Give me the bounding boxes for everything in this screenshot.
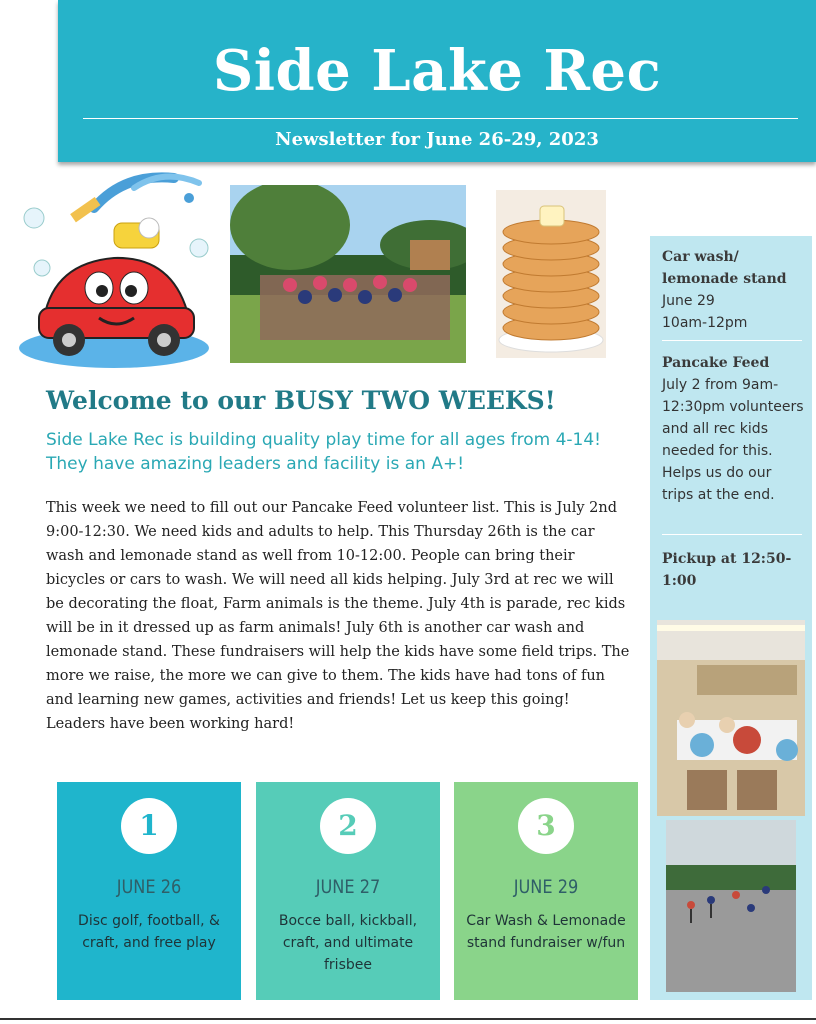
car-wash-cartoon-image bbox=[14, 168, 214, 378]
day-description: Disc golf, football, & craft, and free play bbox=[78, 913, 220, 951]
pickup-text: Pickup at 12:50-1:00 bbox=[662, 551, 792, 589]
classroom-photo-image bbox=[657, 620, 805, 816]
sidebar-divider bbox=[662, 534, 802, 535]
day-date: JUNE 29 bbox=[513, 876, 579, 898]
day-number-badge: 1 bbox=[121, 798, 177, 854]
carwash-event bbox=[662, 246, 807, 334]
sidebar-divider bbox=[662, 340, 802, 341]
newsletter-title: Side Lake Rec bbox=[212, 38, 662, 104]
pickup-info bbox=[662, 548, 807, 592]
header-divider bbox=[83, 118, 798, 119]
group-photo-image bbox=[230, 185, 466, 363]
newsletter-subtitle: Newsletter for June 26-29, 2023 bbox=[275, 129, 599, 150]
newsletter-header bbox=[58, 0, 816, 162]
bottom-divider bbox=[0, 1018, 816, 1020]
carwash-date: June 29 bbox=[662, 293, 715, 309]
day-number-badge: 2 bbox=[320, 798, 376, 854]
pancake-event bbox=[662, 352, 807, 506]
pancake-text: July 2 from 9am-12:30pm volunteers and all rec kids needed for this. Helps us do our trips at the end. bbox=[662, 377, 804, 503]
carwash-time: 10am-12pm bbox=[662, 315, 748, 331]
day-date: JUNE 27 bbox=[315, 876, 381, 898]
carwash-title: Car wash/ lemonade stand bbox=[662, 249, 787, 287]
intro-paragraph: Side Lake Rec is building quality play time for all ages from 4-14! They have amazing leaders and facility is an A+! bbox=[46, 430, 601, 474]
day-card-3 bbox=[454, 782, 638, 1000]
day-description: Car Wash & Lemonade stand fundraiser w/fun bbox=[466, 913, 626, 951]
day-date: JUNE 26 bbox=[116, 876, 182, 898]
body-paragraph: This week we need to fill out our Pancake Feed volunteer list. This is July 2nd 9:00-12:30. We need kids and adults to help. This Thursday 26th is the car wash and lemonade stand as well from 10-12:00. People can bring their bicycles or cars to wash. We will need all kids helping. July 3rd at rec we will be decorating the float, Farm animals is the theme. July 4th is parade, rec kids will be in it dressed up as farm animals! July 6th is another car wash and lemonade stand. These fundraisers will help the kids have some field trips. The more we raise, the more we can give to them. The kids have had tons of fun and learning new games, activities and friends! Let us keep this going! Leaders have been working hard! bbox=[46, 500, 630, 732]
pancake-title: Pancake Feed bbox=[662, 355, 770, 371]
pancake-stack-image bbox=[496, 190, 606, 358]
day-card-1 bbox=[57, 782, 241, 1000]
welcome-heading: Welcome to our BUSY TWO WEEKS! bbox=[46, 386, 556, 415]
day-number-badge: 3 bbox=[518, 798, 574, 854]
day-description: Bocce ball, kickball, craft, and ultimate frisbee bbox=[278, 913, 418, 973]
field-photo-image bbox=[666, 820, 796, 992]
day-card-2 bbox=[256, 782, 440, 1000]
